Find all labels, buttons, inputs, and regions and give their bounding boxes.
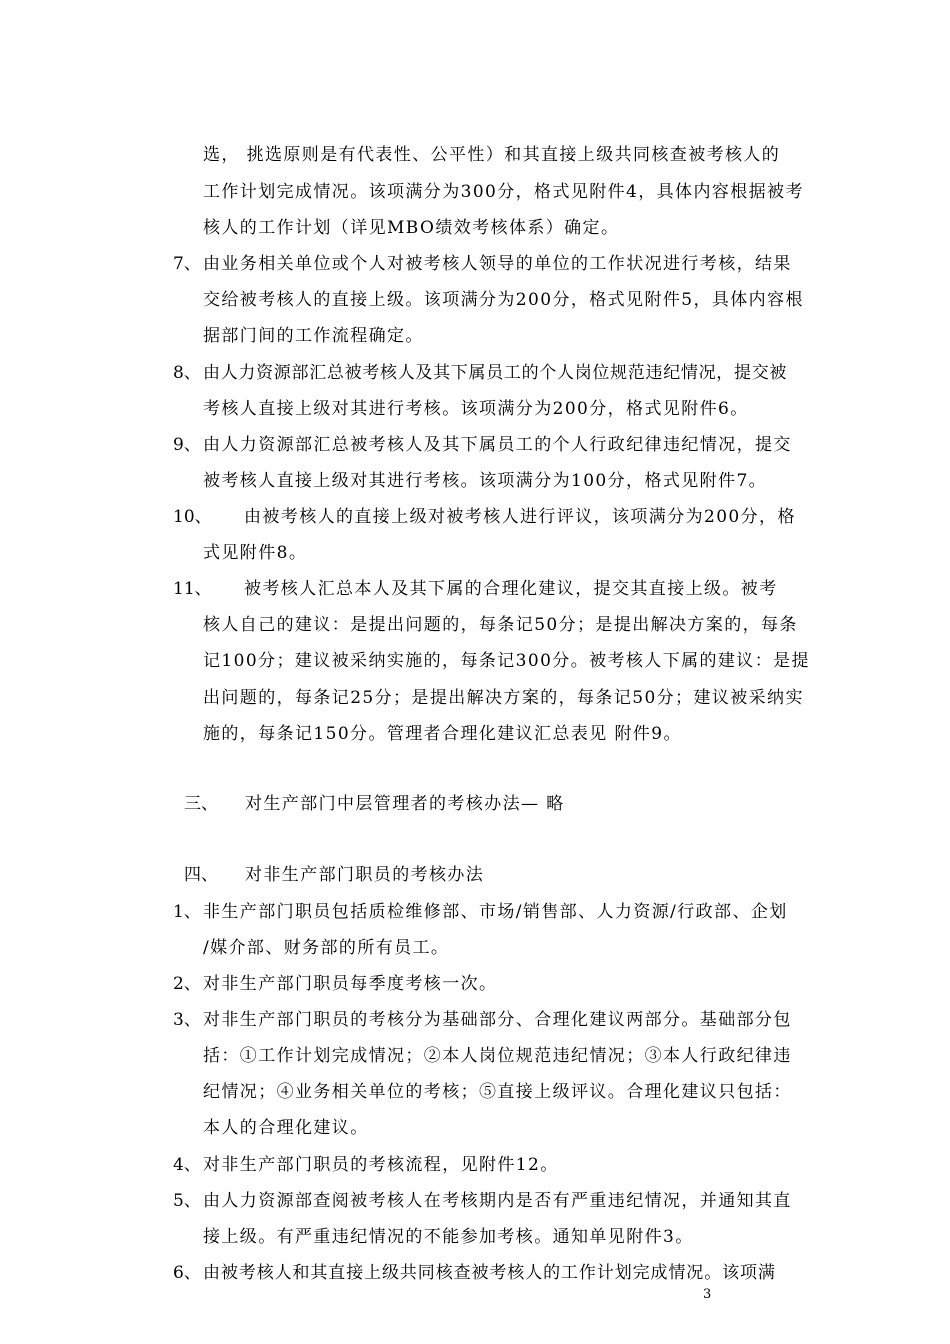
- page-number: 3: [703, 1287, 712, 1302]
- text-line: 接上级。有严重违纪情况的不能参加考核。通知单见附件3。: [203, 1227, 694, 1247]
- list-item-number: 1、: [173, 902, 201, 922]
- list-item-number: 6、: [173, 1263, 201, 1283]
- section-heading: 对非生产部门职员的考核办法: [245, 865, 485, 885]
- text-line: 据部门间的工作流程确定。: [203, 326, 424, 346]
- text-line: 被考核人直接上级对其进行考核。该项满分为100分，格式见附件7。: [203, 471, 768, 491]
- list-item-number: 5、: [173, 1191, 201, 1211]
- text-line: 由业务相关单位或个人对被考核人领导的单位的工作状况进行考核，结果: [203, 254, 792, 274]
- text-line: 由人力资源部汇总被考核人及其下属员工的个人岗位规范违纪情况，提交被: [203, 363, 788, 383]
- text-line: 纪情况；④业务相关单位的考核；⑤直接上级评议。合理化建议只包括：: [203, 1082, 792, 1102]
- text-line: 核人的工作计划（详见MBO绩效考核体系）确定。: [203, 218, 620, 238]
- list-item-number: 4、: [173, 1155, 201, 1175]
- text-line: 由被考核人和其直接上级共同核查被考核人的工作计划完成情况。该项满: [203, 1263, 776, 1283]
- text-line: 对非生产部门职员的考核流程，见附件12。: [203, 1155, 559, 1175]
- text-line: 考核人直接上级对其进行考核。该项满分为200分，格式见附件6。: [203, 399, 749, 419]
- list-item-number: 11、: [173, 579, 212, 599]
- text-line: 交给被考核人的直接上级。该项满分为200分，格式见附件5，具体内容根: [203, 290, 804, 310]
- list-item-number: 7、: [173, 254, 201, 274]
- text-line: /媒介部、财务部的所有员工。: [203, 938, 450, 958]
- text-line: 式见附件8。: [203, 543, 308, 563]
- text-line: 出问题的，每条记25分；是提出解决方案的，每条记50分；建议被采纳实: [203, 688, 804, 708]
- text-line: 对非生产部门职员的考核分为基础部分、合理化建议两部分。基础部分包: [203, 1010, 792, 1030]
- list-item-number: 9、: [173, 435, 201, 455]
- text-line: 对非生产部门职员每季度考核一次。: [203, 974, 498, 994]
- section-heading: 对生产部门中层管理者的考核办法— 略: [245, 794, 565, 814]
- text-line: 本人的合理化建议。: [203, 1118, 369, 1138]
- list-item-number: 8、: [173, 363, 201, 383]
- text-line: 选， 挑选原则是有代表性、公平性）和其直接上级共同核查被考核人的: [203, 145, 781, 165]
- section-number: 三、: [184, 794, 218, 814]
- list-item-number: 10、: [173, 507, 212, 527]
- section-number: 四、: [184, 865, 218, 885]
- text-line: 工作计划完成情况。该项满分为300分，格式见附件4，具体内容根据被考: [203, 182, 804, 202]
- text-line: 由人力资源部汇总被考核人及其下属员工的个人行政纪律违纪情况，提交: [203, 435, 792, 455]
- text-line: 由人力资源部查阅被考核人在考核期内是否有严重违纪情况，并通知其直: [203, 1191, 792, 1211]
- text-line: 由被考核人的直接上级对被考核人进行评议，该项满分为200分，格: [244, 507, 796, 527]
- text-line: 括：①工作计划完成情况；②本人岗位规范违纪情况；③本人行政纪律违: [203, 1046, 792, 1066]
- list-item-number: 3、: [173, 1010, 201, 1030]
- text-line: 施的，每条记150分。管理者合理化建议汇总表见 附件9。: [203, 724, 682, 744]
- text-line: 非生产部门职员包括质检维修部、市场/销售部、人力资源/行政部、企划: [203, 902, 788, 922]
- text-line: 被考核人汇总本人及其下属的合理化建议，提交其直接上级。被考: [244, 579, 778, 599]
- list-item-number: 2、: [173, 974, 201, 994]
- text-line: 记100分；建议被采纳实施的，每条记300分。被考核人下属的建议：是提: [203, 651, 810, 671]
- text-line: 核人自己的建议：是提出问题的，每条记50分；是提出解决方案的，每条: [203, 615, 798, 635]
